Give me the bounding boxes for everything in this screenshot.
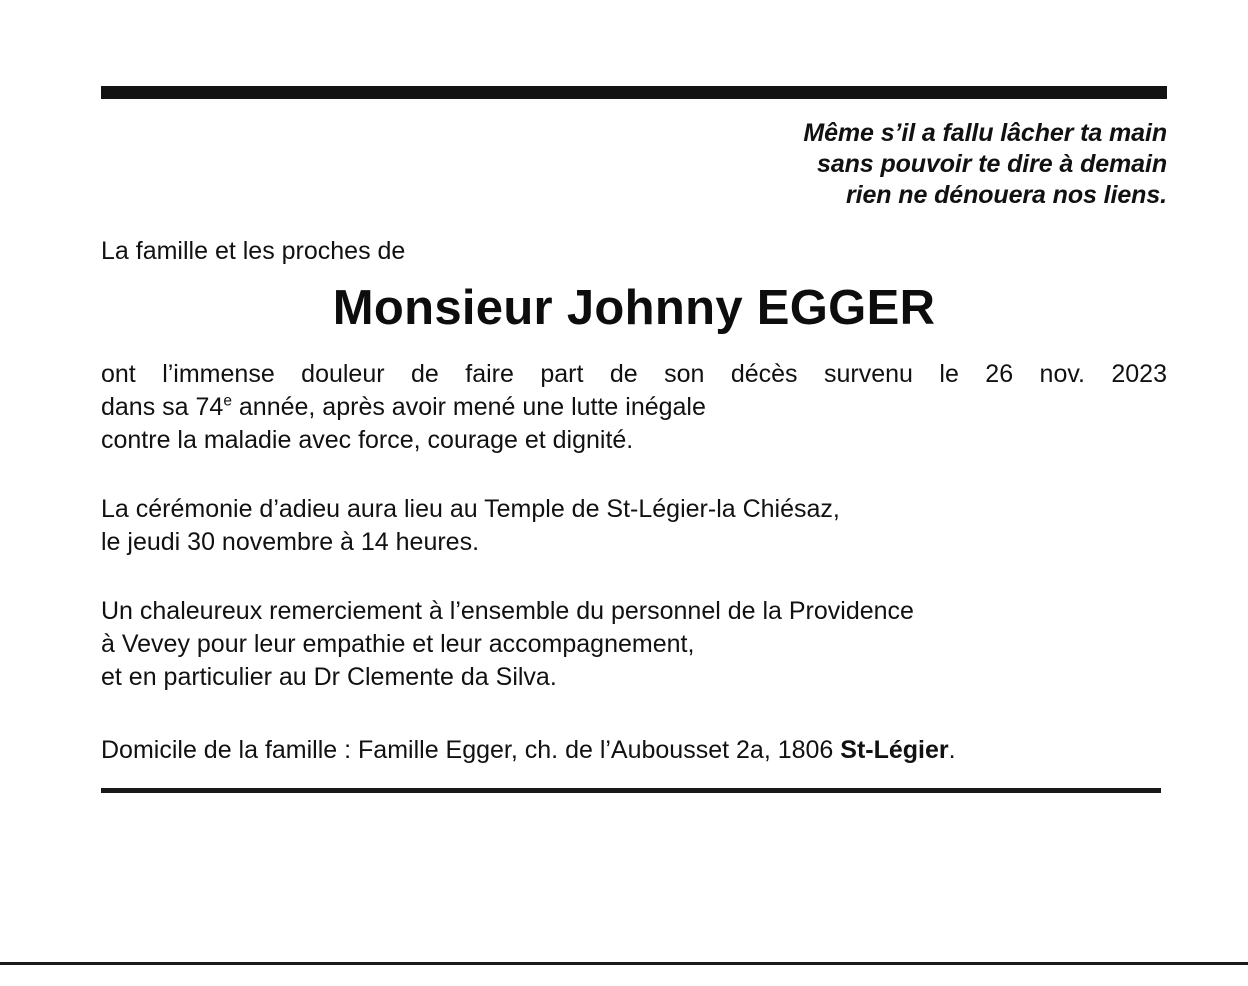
epitaph-line-1: Même s’il a fallu lâcher ta main <box>803 119 1167 147</box>
address-suffix: . <box>948 736 956 764</box>
announcement-line-3: contre la maladie avec force, courage et dignité. <box>101 426 634 454</box>
address-place: St-Légier <box>840 736 949 764</box>
family-address <box>101 734 1167 766</box>
address-prefix: Domicile de la famille : Famille Egger, ch. de l’Aubousset 2a, 1806 <box>101 736 841 764</box>
thanks-paragraph <box>101 595 1167 694</box>
page-bottom-edge <box>0 962 1248 986</box>
epitaph-line-2: sans pouvoir te dire à demain <box>817 150 1167 178</box>
announcement-line-1: ont l’immense douleur de faire part de son décès survenu le 26 nov. 2023 <box>101 360 1167 388</box>
epitaph-line-3: rien ne dénouera nos liens. <box>846 181 1167 209</box>
announcement-line-2-pre: dans sa 74 <box>101 393 224 421</box>
thanks-line-3: et en particulier au Dr Clemente da Silva. <box>101 663 557 691</box>
announcement-paragraph <box>101 358 1167 457</box>
ordinal-suffix: e <box>223 392 232 410</box>
epitaph-verse <box>101 118 1167 211</box>
announcement-line-2 <box>101 391 1167 424</box>
thanks-line-2: à Vevey pour leur empathie et leur accompagnement, <box>101 630 695 658</box>
deceased-name: Monsieur Johnny EGGER <box>332 281 936 335</box>
ceremony-line-2: le jeudi 30 novembre à 14 heures. <box>101 528 480 556</box>
bottom-rule-divider <box>101 788 1161 793</box>
top-rule-divider <box>101 86 1167 99</box>
intro-text: La famille et les proches de <box>101 237 406 265</box>
thanks-line-1: Un chaleureux remerciement à l’ensemble du personnel de la Providence <box>101 597 914 625</box>
announcement-line-2-post: année, après avoir mené une lutte inégale <box>231 393 706 421</box>
ceremony-paragraph <box>101 493 1167 559</box>
notice-content <box>101 86 1167 793</box>
ceremony-line-1: La cérémonie d’adieu aura lieu au Temple de St-Légier-la Chiésaz, <box>101 495 840 523</box>
